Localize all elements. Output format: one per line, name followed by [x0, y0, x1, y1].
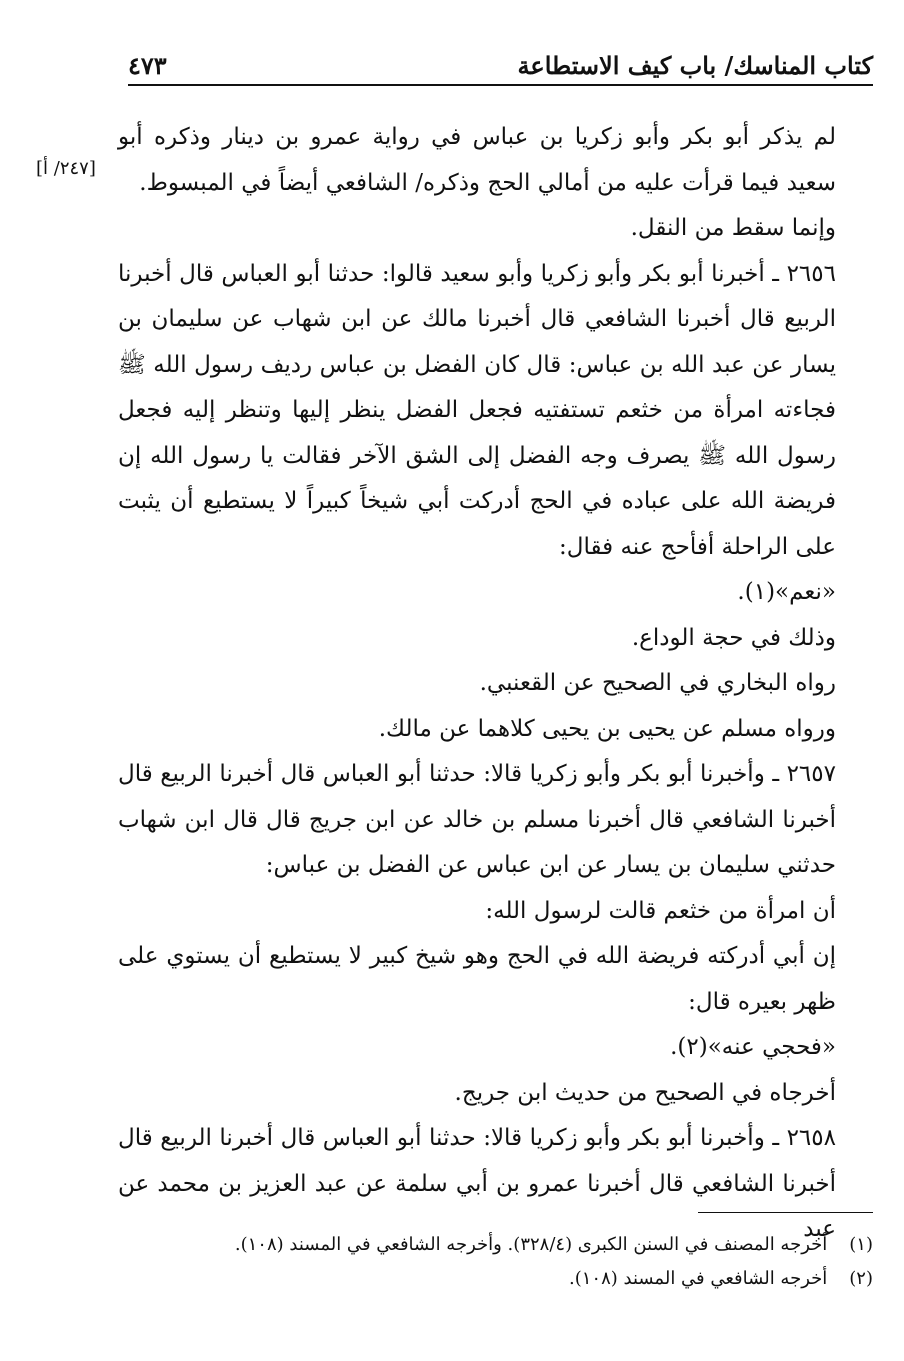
folio-margin-note: [٢٤٧/ أ] [36, 158, 96, 179]
footnote-number: (٢) [849, 1268, 873, 1289]
paragraph: «نعم»(١). [737, 579, 836, 605]
hadith-2657: ٢٦٥٧ ـ وأخبرنا أبو بكر وأبو زكريا قالا: حدثنا أبو العباس قال أخبرنا الربيع قال أخبرنا الشافعي قال أخبرنا مسلم بن خالد عن ابن جريج قال قال ابن شهاب حدثني سليمان بن يسار عن ابن عباس عن الفضل بن عباس: [118, 761, 836, 878]
paragraph: أخرجاه في الصحيح من حديث ابن جريج. [454, 1079, 836, 1106]
paragraph: وذلك في حجة الوداع. [631, 624, 836, 651]
paragraph: لم يذكر أبو بكر وأبو زكريا بن عباس في رواية عمرو بن دينار وذكره أبو سعيد فيما قرأت عليه من أمالي الحج وذكره/ الشافعي أيضاً في المبسوط. [118, 124, 836, 196]
paragraph: «فحجي عنه»(٢). [670, 1034, 836, 1060]
footnote-text: أخرجه الشافعي في المسند (١٠٨). [568, 1268, 828, 1289]
page-number: ٤٧٣ [128, 51, 167, 80]
chapter-title: كتاب المناسك/ باب كيف الاستطاعة [517, 51, 873, 80]
paragraph: إن أبي أدركته فريضة الله في الحج وهو شيخ كبير لا يستطيع أن يستوي على ظهر بعيره قال: [118, 943, 836, 1015]
paragraph: أن امرأة من خثعم قالت لرسول الله: [485, 897, 836, 924]
footnote-number: (١) [849, 1234, 873, 1255]
main-text [118, 115, 878, 1253]
hadith-2656: ٢٦٥٦ ـ أخبرنا أبو بكر وأبو زكريا وأبو سعيد قالوا: حدثنا أبو العباس قال أخبرنا الربيع قال أخبرنا الشافعي قال أخبرنا مالك عن ابن شهاب عن سليمان بن يسار عن عبد الله بن عباس: قال كان الفضل بن عباس رديف رسول الله ﷺ فجاءته امرأة من خثعم تستفتيه فجعل الفضل ينظر إليها وتنظر إليه فجعل رسول الله ﷺ يصرف وجه الفضل إلى الشق الآخر فقالت يا رسول الله إن فريضة الله على عباده في الحج أدركت أبي شيخاً كبيراً لا يستطيع أن يثبت على الراحلة أفأحج عنه فقال: [118, 260, 836, 560]
footnote [128, 1262, 873, 1296]
hadith-2658: ٢٦٥٨ ـ وأخبرنا أبو بكر وأبو زكريا قالا: حدثنا أبو العباس قال أخبرنا الربيع قال أخبرنا الشافعي قال أخبرنا عمرو بن أبي سلمة عن عبد العزيز بن محمد عن عبد [118, 1125, 836, 1242]
paragraph: وإنما سقط من النقل. [630, 215, 836, 241]
footnotes [128, 1228, 873, 1296]
footnote [128, 1228, 873, 1262]
running-header [128, 44, 873, 86]
footnote-text: أخرجه المصنف في السنن الكبرى (٣٢٨/٤). وأخرجه الشافعي في المسند (١٠٨). [234, 1234, 828, 1255]
paragraph: ورواه مسلم عن يحيى بن يحيى كلاهما عن مالك. [378, 715, 836, 742]
paragraph: رواه البخاري في الصحيح عن القعنبي. [479, 670, 836, 696]
footnote-separator [698, 1212, 873, 1213]
